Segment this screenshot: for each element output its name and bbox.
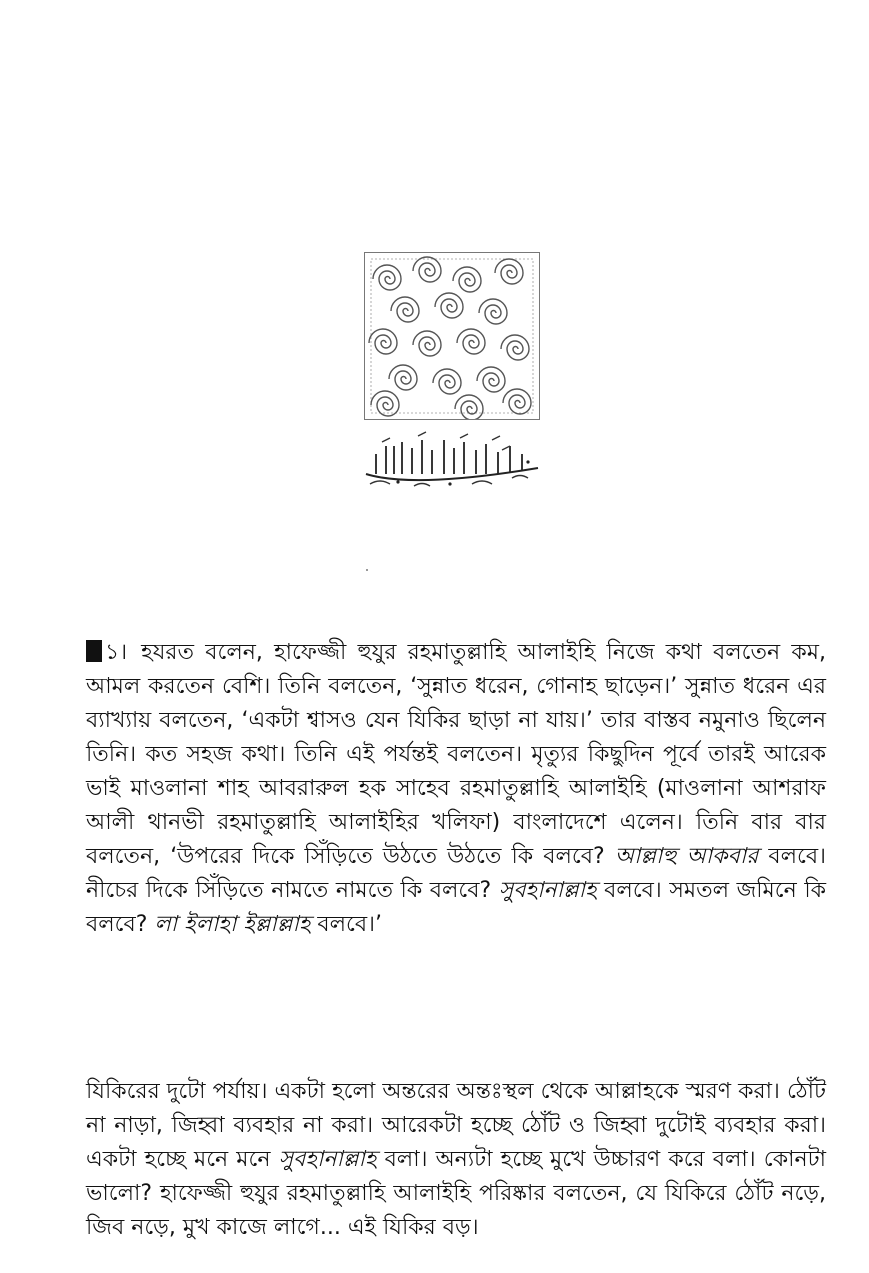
paragraph-number: ১। [105, 640, 128, 665]
arabic-bismillah-calligraphy-icon [352, 428, 552, 490]
italic-phrase: লা ইলাহা ইল্লাল্লাহ [154, 912, 311, 937]
paragraph-1 [86, 636, 826, 942]
paragraph-text: বলা। অন্যটা হচ্ছে মুখে উচ্চারণ করে বলা। কোনটা ভালো? হাফেজ্জী হুযুর রহমাতুল্লাহি আলাইহি পরিষ্কার বলতেন, যে যিকিরে ঠোঁট নড়ে, জিব নড়ে, মুখ কাজে লাগে... এই যিকির বড়। [86, 1147, 826, 1240]
paragraph-text: বলবে। নীচের দিকে সিঁড়িতে নামতে নামতে কি বলবে? [86, 844, 826, 903]
paragraph-text: হযরত বলেন, হাফেজ্জী হুযুর রহমাতুল্লাহি আলাইহি নিজে কথা বলতেন কম, আমল করতেন বেশি। তিনি বলতেন, ‘সুন্নাত ধরেন, গোনাহ ছাড়েন।’ সুন্নাত ধরেন এর ব্যাখ্যায় বলতেন, ‘একটা শ্বাসও যেন যিকির ছাড়া না যায়।’ তার বাস্তব নমুনাও ছিলেন তিনি। কত সহজ কথা। তিনি এই পর্যন্তই বলতেন। মৃত্যুর কিছুদিন পূর্বে তারই আরেক ভাই মাওলানা শাহ আবরারুল হক সাহেব রহমাতুল্লাহি আলাইহি (মাওলানা আশরাফ আলী থানভী রহমাতুল্লাহি আলাইহির খলিফা) বাংলাদেশে এলেন। তিনি বার বার বলতেন, ‘উপরের দিকে সিঁড়িতে উঠতে উঠতে কি বলবে? [86, 640, 826, 869]
italic-phrase: আল্লাহু আকবার [614, 844, 759, 869]
italic-phrase: সুবহানাল্লাহ [278, 1147, 377, 1172]
square-marker-icon [86, 640, 102, 662]
paragraph-text: বলবে। সমতল জমিনে কি বলবে? [86, 878, 827, 937]
paragraph-text: যিকিরের দুটো পর্যায়। একটা হলো অন্তরের অন্তঃস্থল থেকে আল্লাহকে স্মরণ করা। ঠোঁট না নাড়া, জিহ্বা ব্যবহার না করা। আরেকটা হচ্ছে ঠোঁট ও জিহ্বা দুটোই ব্যবহার করা। একটা হচ্ছে মনে মনে [86, 1079, 826, 1172]
swirl-pattern-icon [364, 252, 540, 420]
paragraph-2 [86, 1075, 826, 1245]
page-dot [366, 569, 368, 571]
paragraph-text: বলবে।’ [310, 912, 382, 937]
italic-phrase: সুবহানাল্লাহ [498, 878, 597, 903]
